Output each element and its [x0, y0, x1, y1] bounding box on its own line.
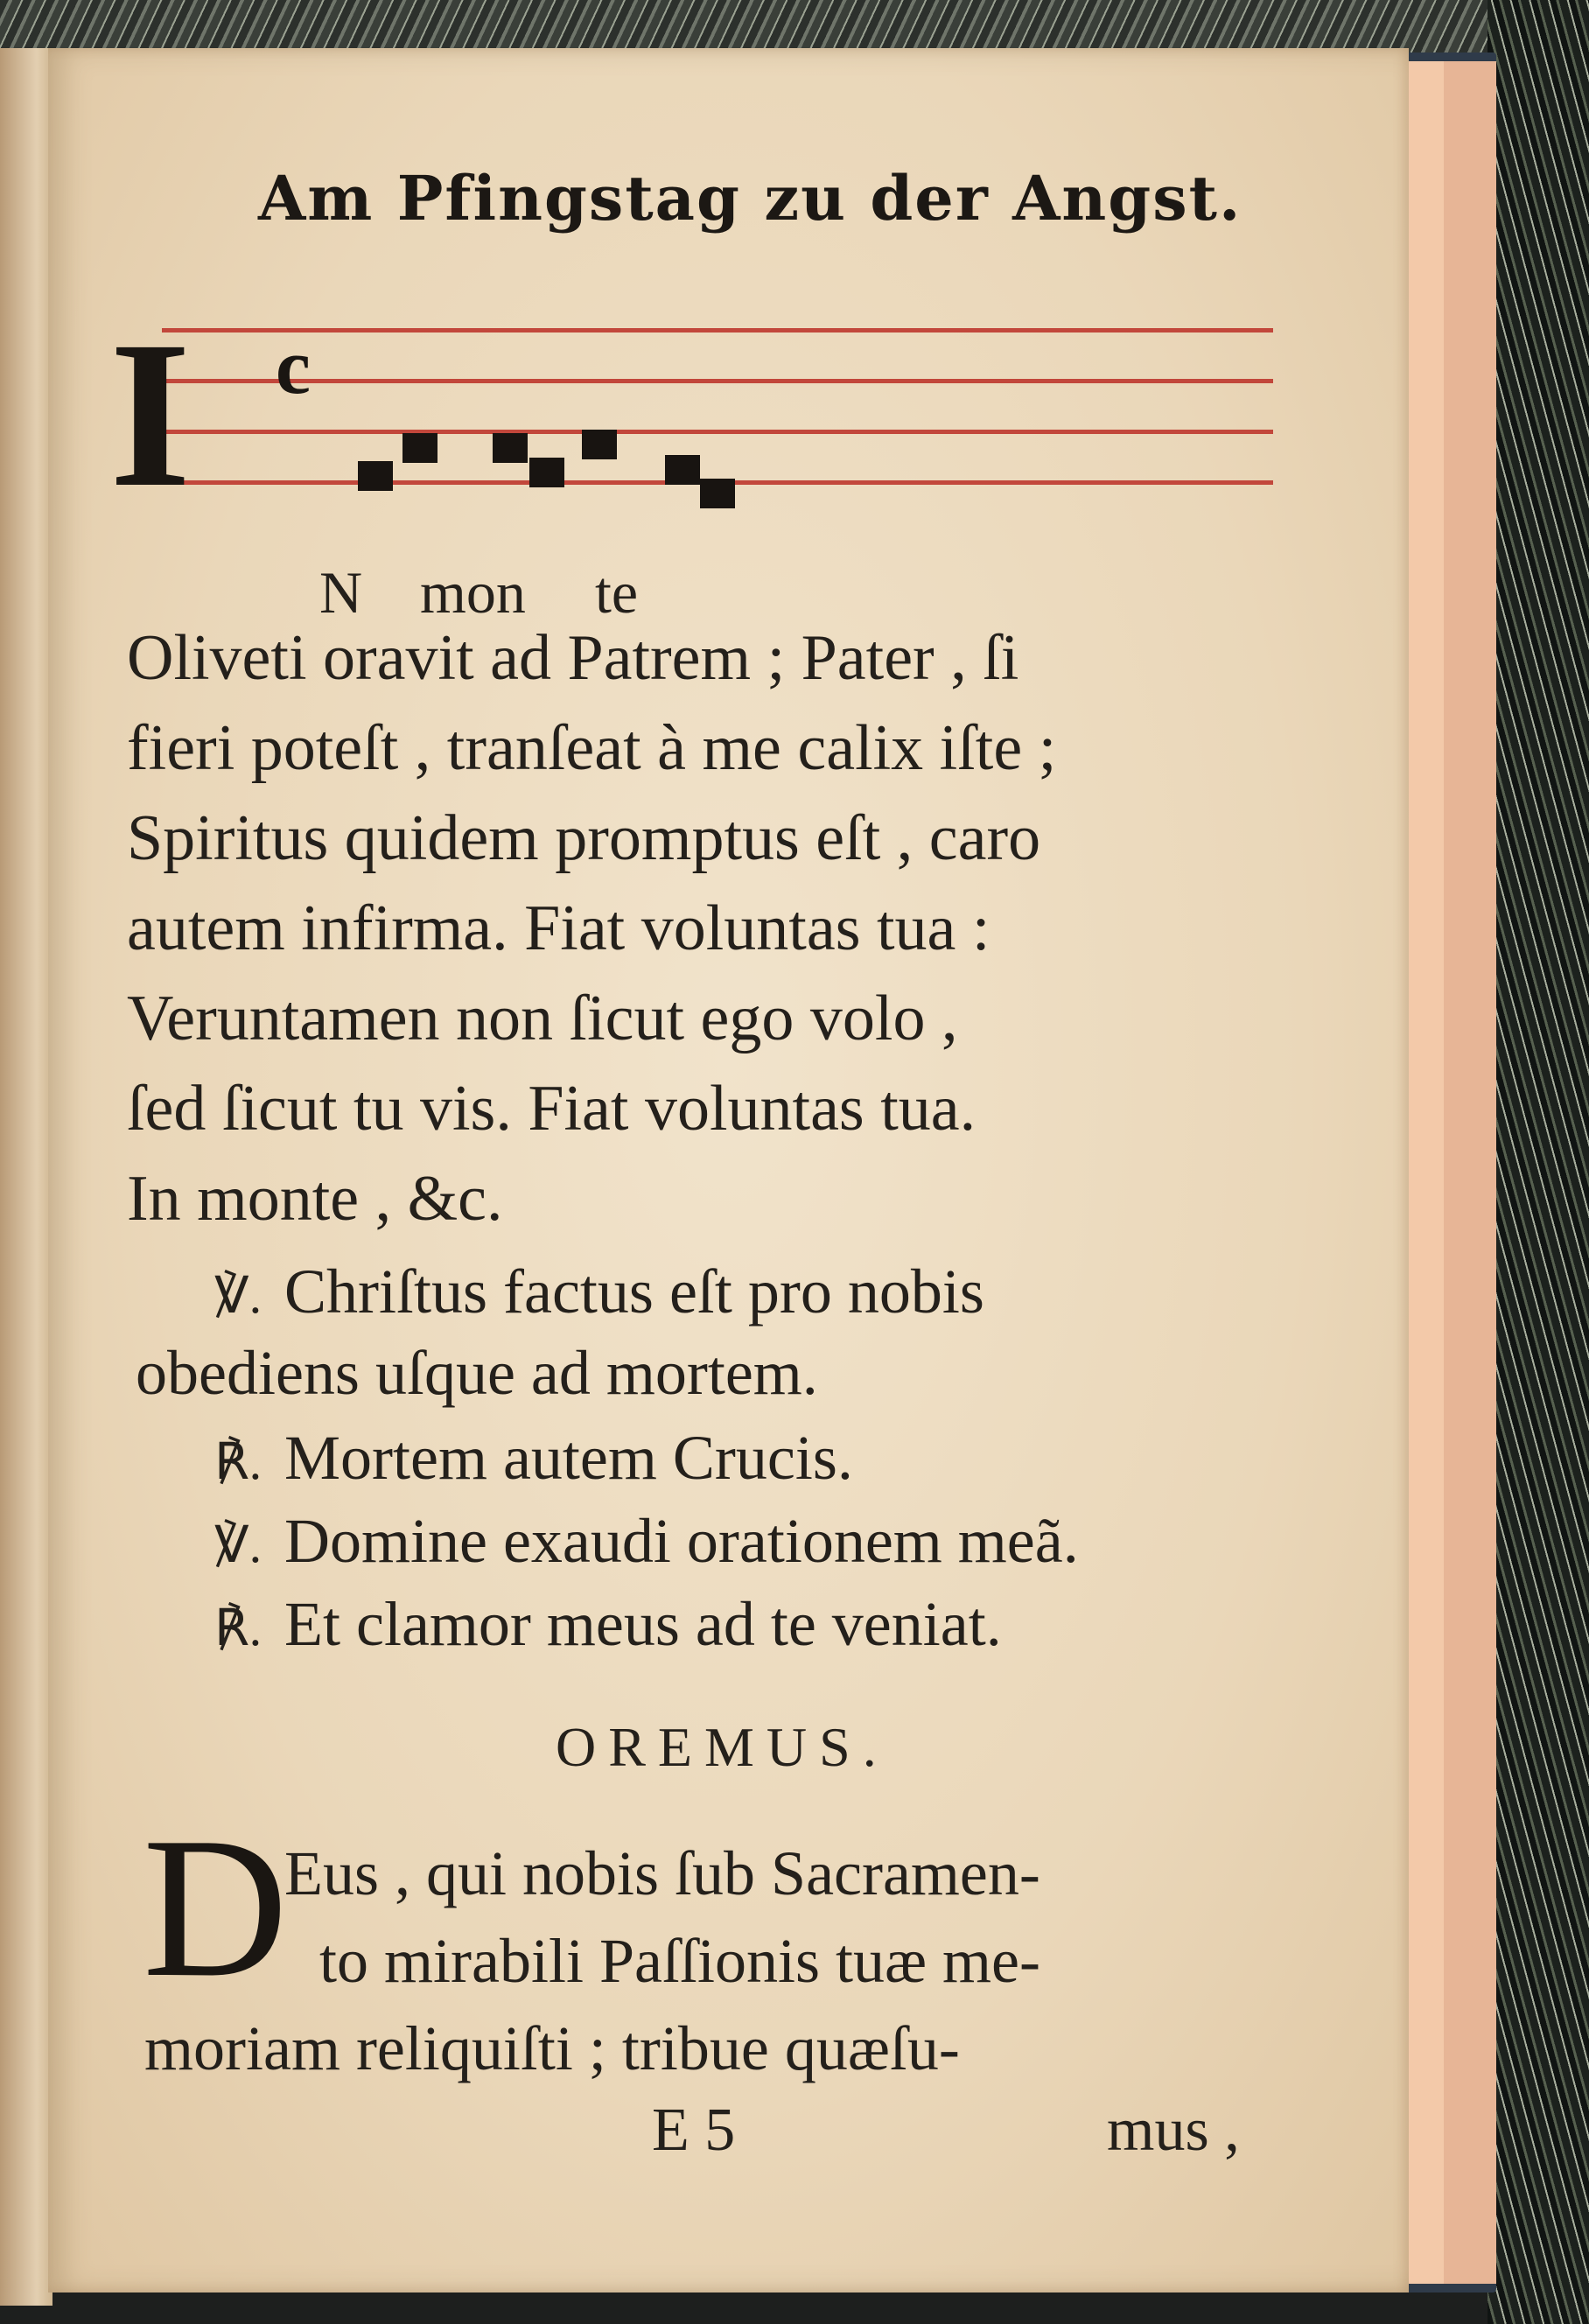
prayer-line: Eus , qui nobis ſub Sacramen- — [284, 1838, 1040, 1908]
staff-line — [162, 379, 1273, 383]
book-page — [48, 48, 1409, 2292]
staff-line — [162, 430, 1273, 434]
neume-note — [358, 461, 393, 491]
body-line: In monte , &c. — [127, 1163, 503, 1235]
neume-note — [700, 479, 735, 508]
body-line: ſed ſicut tu vis. Fiat voluntas tua. — [127, 1073, 976, 1144]
versicle-text: Chriſtus factus eſt pro nobis — [284, 1256, 984, 1326]
body-line: Veruntamen non ſicut ego volo , — [127, 983, 958, 1054]
response — [214, 1423, 853, 1494]
neume-note — [665, 455, 700, 485]
neume-note — [402, 433, 438, 463]
response-text: Et clamor meus ad te veniat. — [284, 1589, 1002, 1659]
body-line: autem infirma. Fiat voluntas tua : — [127, 892, 990, 964]
neume-note — [493, 433, 528, 463]
c-clef: c — [276, 324, 311, 410]
lyric-syllable: te — [595, 559, 639, 626]
staff-line — [162, 328, 1273, 332]
response-mark: ℟. — [214, 1433, 262, 1490]
body-line: fieri poteſt , tranſeat à me calix iſte ; — [127, 712, 1057, 784]
signature-mark: E 5 — [652, 2096, 736, 2164]
running-header: Am Pfingstag zu der Angst. — [258, 162, 1242, 234]
versicle — [214, 1256, 984, 1327]
versicle-mark: ℣. — [214, 1516, 262, 1573]
marbled-cover-edge — [1488, 0, 1589, 2324]
body-line: Oliveti oravit ad Patrem ; Pater , ſi — [127, 622, 1019, 694]
response-text: Mortem autem Crucis. — [284, 1423, 853, 1493]
prayer-dropcap: D — [143, 1796, 289, 2019]
response — [214, 1589, 1002, 1660]
chant-staff — [109, 298, 1282, 530]
facing-page-edge — [0, 48, 52, 2306]
neume-note — [529, 458, 564, 487]
lyric-syllable: N — [319, 559, 363, 626]
prayer-heading: OREMUS. — [556, 1716, 889, 1778]
versicle-continuation: obediens uſque ad mortem. — [136, 1338, 818, 1408]
chant-initial: I — [109, 298, 192, 530]
catchword: mus , — [1107, 2096, 1240, 2164]
versicle-text: Domine exaudi orationem meã. — [284, 1506, 1079, 1576]
versicle-mark: ℣. — [214, 1267, 262, 1324]
response-mark: ℟. — [214, 1600, 262, 1656]
prayer-line: to mirabili Paſſionis tuæ me- — [319, 1926, 1040, 1996]
prayer-line: moriam reliquiſti ; tribue quæſu- — [144, 2013, 960, 2083]
neume-note — [582, 430, 617, 459]
versicle — [214, 1506, 1079, 1577]
body-line: Spiritus quidem promptus eſt , caro — [127, 802, 1041, 874]
lyric-syllable: mon — [420, 559, 526, 626]
